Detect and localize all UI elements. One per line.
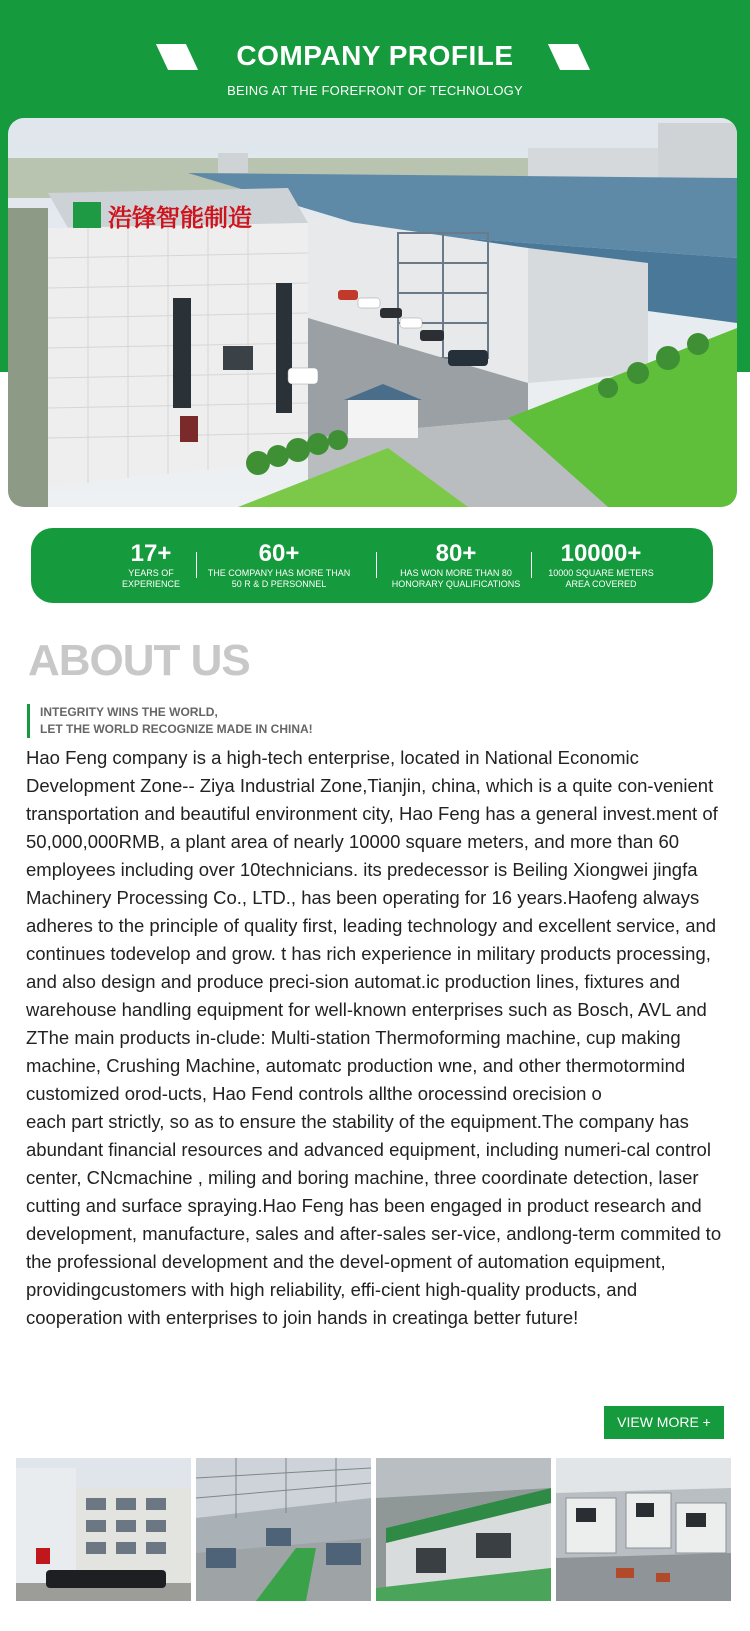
slogan-line: LET THE WORLD RECOGNIZE MADE IN CHINA! — [40, 722, 313, 736]
view-more-button[interactable]: VIEW MORE + — [604, 1406, 724, 1439]
stat-qualifications — [376, 542, 536, 590]
stat-label: 50 R & D PERSONNEL — [231, 579, 327, 589]
stat-label: 10000 SQUARE METERS — [548, 568, 654, 578]
stat-label: HAS WON MORE THAN 80 — [400, 568, 512, 578]
slogan — [27, 704, 313, 738]
factory-photo — [8, 118, 737, 507]
stat-divider — [196, 552, 197, 578]
slogan-line: INTEGRITY WINS THE WORLD, — [40, 705, 218, 719]
stat-personnel — [199, 542, 359, 590]
thumbnail-cnc-machines[interactable] — [556, 1458, 731, 1601]
stat-value: 60+ — [258, 540, 300, 567]
stat-area — [531, 542, 671, 590]
stat-label: YEARS OF — [128, 568, 174, 578]
thumbnail-workshop[interactable] — [196, 1458, 371, 1601]
about-body — [26, 744, 728, 1332]
about-paragraph: each part strictly, so as to ensure the stability of the equipment.The company has abundant financial resources and advanced equipment, including numeri-cal control center, CNcmachine , miling and boring machine, three coordinate detection, laser cutting and surface spraying.Hao Feng has been engaged in product research and development, manufacture, sales and after-sales ser-vice, andlong-term commited to the professional development and the devel-opment of automation equipment, providingcustomers with high reliability, effi-cient high-quality products, and cooperation with enterprises to join hands in creatinga better future! — [26, 1111, 722, 1328]
stat-value: 10000+ — [560, 540, 642, 567]
page-title: COMPANY PROFILE — [236, 40, 514, 71]
stat-label: AREA COVERED — [565, 579, 637, 589]
stat-label: THE COMPANY HAS MORE THAN — [207, 568, 351, 578]
stat-label: HONORARY QUALIFICATIONS — [391, 579, 521, 589]
stats-bar — [31, 528, 713, 603]
stat-value: 80+ — [435, 540, 477, 567]
stat-label: EXPERIENCE — [121, 579, 181, 589]
about-heading: ABOUT US — [28, 636, 250, 685]
stat-value: 17+ — [130, 540, 172, 567]
thumbnail-office-building[interactable] — [16, 1458, 191, 1601]
factory-sign-text: 浩锋智能制造 — [108, 204, 252, 232]
hero-title-wrap — [0, 40, 750, 72]
thumbnail-production-line[interactable] — [376, 1458, 551, 1601]
stat-years — [101, 542, 201, 590]
page-subtitle: BEING AT THE FOREFRONT OF TECHNOLOGY — [227, 83, 523, 98]
about-paragraph: Hao Feng company is a high-tech enterprise, located in National Economic Development Zone-- Ziya Industrial Zone,Tianjin, china, which is a quite con-venient transportation and beautiful environment city, Hao Feng has a general invest.ment of 50,000,000RMB, a plant area of nearly 10000 square meters, and more than 60 employees including over 10technicians. its predecessor is Beiling Xiongwei jingfa Machinery Processing Co., LTD., has been operating for 16 years.Haofeng always adheres to the principle of quality first, leading technology and excellent service, and continues todevelop and grow. t has rich experience in military products processing, and also design and produce preci-sion automat.ic production lines, fixtures and warehouse handling equipment for well-known enterprises such as Bosch, AVL and ZThe main products in-clude: Multi-station Thermoforming machine, cup making machine, Crushing Machine, automatc production wne, and other thermotormind customized orod-ucts, Hao Fend controls allthe orocessind orecision o — [26, 747, 718, 1104]
